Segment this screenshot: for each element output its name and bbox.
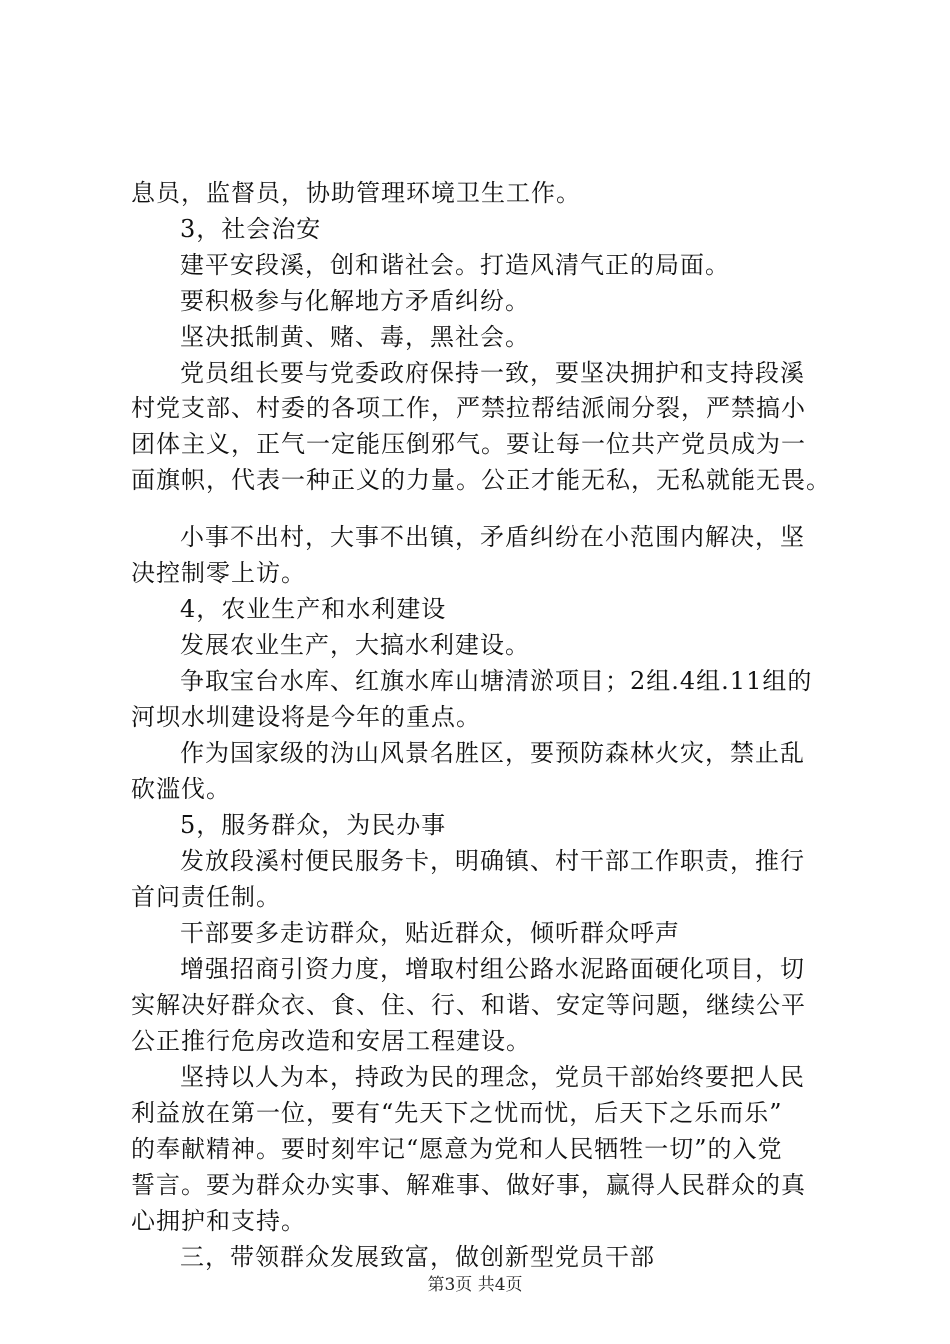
text-line: 坚决抵制黄、赌、毒，黑社会。 bbox=[180, 323, 530, 351]
text-line: 团体主义，正气一定能压倒邪气。要让每一位共产党员成为一 bbox=[131, 430, 806, 458]
text-line: 要积极参与化解地方矛盾纠纷。 bbox=[180, 287, 530, 315]
text-line: 建平安段溪，创和谐社会。打造风清气正的局面。 bbox=[180, 251, 730, 279]
text-line: 干部要多走访群众，贴近群众，倾听群众呼声 bbox=[180, 919, 680, 947]
section-heading: 4，农业生产和水利建设 bbox=[180, 595, 447, 623]
section-heading: 5，服务群众，为民办事 bbox=[180, 811, 447, 839]
text-line: 誓言。要为群众办实事、解难事、做好事，赢得人民群众的真 bbox=[131, 1171, 806, 1199]
page-number-footer: 第3页 共4页 bbox=[427, 1275, 523, 1295]
section-heading: 三，带领群众发展致富，做创新型党员干部 bbox=[180, 1243, 655, 1271]
text-line: 首问责任制。 bbox=[131, 883, 281, 911]
text-line: 坚持以人为本，持政为民的理念，党员干部始终要把人民 bbox=[180, 1063, 805, 1091]
text-line: 发展农业生产，大搞水利建设。 bbox=[180, 631, 530, 659]
text-line: 增强招商引资力度，增取村组公路水泥路面硬化项目，切 bbox=[180, 955, 805, 983]
text-line: 发放段溪村便民服务卡，明确镇、村干部工作职责，推行 bbox=[180, 847, 805, 875]
text-line: 决控制零上访。 bbox=[131, 559, 306, 587]
text-line: 实解决好群众衣、食、住、行、和谐、安定等问题，继续公平 bbox=[131, 991, 806, 1019]
text-line: 心拥护和支持。 bbox=[131, 1207, 306, 1235]
text-line: 争取宝台水库、红旗水库山塘清淤项目；2组.4组.11组的 bbox=[180, 667, 813, 695]
section-heading: 3，社会治安 bbox=[180, 215, 322, 243]
text-line: 的奉献精神。要时刻牢记“愿意为党和人民牺牲一切”的入党 bbox=[131, 1135, 783, 1163]
text-line: 利益放在第一位，要有“先天下之忧而忧，后天下之乐而乐” bbox=[131, 1099, 783, 1127]
text-line: 党员组长要与党委政府保持一致，要坚决拥护和支持段溪 bbox=[180, 359, 805, 387]
text-line: 小事不出村，大事不出镇，矛盾纠纷在小范围内解决，坚 bbox=[180, 523, 805, 551]
text-line: 息员，监督员，协助管理环境卫生工作。 bbox=[131, 179, 581, 207]
text-line: 村党支部、村委的各项工作，严禁拉帮结派闹分裂，严禁搞小 bbox=[131, 394, 806, 422]
text-line: 面旗帜，代表一种正义的力量。公正才能无私，无私就能无畏。 bbox=[131, 466, 831, 494]
text-line: 作为国家级的沩山风景名胜区，要预防森林火灾，禁止乱 bbox=[180, 739, 805, 767]
text-line: 公正推行危房改造和安居工程建设。 bbox=[131, 1027, 531, 1055]
text-line: 河坝水圳建设将是今年的重点。 bbox=[131, 703, 481, 731]
text-line: 砍滥伐。 bbox=[131, 775, 231, 803]
